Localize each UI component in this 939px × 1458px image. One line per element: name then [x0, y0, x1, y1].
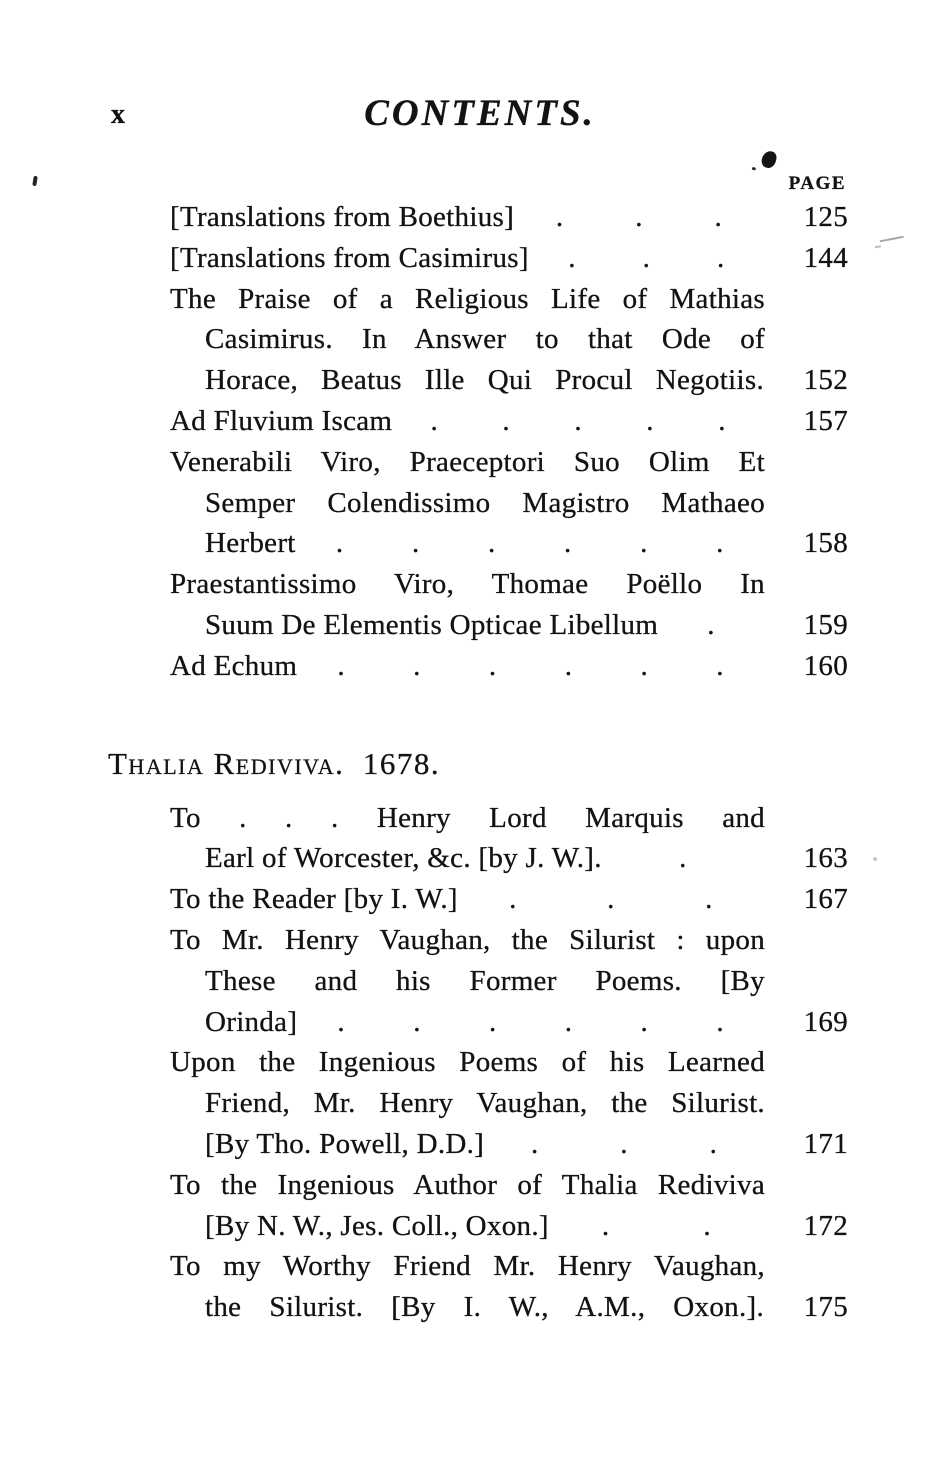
entry-title: To the Reader [by I. W.] — [170, 883, 458, 916]
toc-entry-line: The Praise of a Religious Life of Mathias — [170, 282, 765, 315]
leader-dot: . — [707, 608, 715, 641]
toc-entry-line — [170, 1206, 848, 1247]
entry-page-number: 152 — [803, 364, 848, 397]
entry-page-number: 163 — [803, 842, 848, 875]
page-column-header: PAGE — [788, 173, 846, 194]
leader-dots — [297, 646, 764, 687]
toc-entry-line — [170, 1124, 848, 1165]
leader-dot: . — [718, 404, 726, 437]
leader-dot: . — [709, 1127, 718, 1160]
leader-dot: . — [430, 404, 439, 437]
leader-dots — [602, 838, 764, 879]
entry-title: Ad Fluvium Iscam — [170, 404, 393, 437]
toc-entry-line: Venerabili Viro, Praeceptori Suo Olim Et — [170, 445, 765, 478]
entry-title: [By N. W., Jes. Coll., Oxon.] — [205, 1209, 549, 1242]
leader-dots — [458, 879, 764, 920]
ink-blot — [760, 149, 778, 169]
leader-dot: . — [716, 1005, 724, 1038]
leader-dots — [392, 401, 764, 442]
page-title: CONTENTS. — [364, 93, 596, 134]
entry-page-number: 171 — [803, 1127, 848, 1160]
leader-dot: . — [411, 527, 420, 560]
entry-title: the Silurist. [By I. W., A.M., Oxon.]. — [205, 1291, 764, 1324]
leader-dots — [658, 605, 764, 646]
entry-page-number: 144 — [803, 241, 848, 274]
leader-dot: . — [640, 527, 648, 560]
entry-page-number: 175 — [803, 1291, 848, 1324]
toc-entry-line: Semper Colendissimo Magistro Mathaeo — [205, 486, 765, 519]
toc-entry-line: These and his Former Poems. [By — [205, 964, 765, 997]
leader-dot: . — [488, 527, 496, 560]
entry-title: [Translations from Boethius] — [170, 201, 515, 233]
leader-dot: . — [716, 527, 724, 560]
entry-page-number: 125 — [803, 201, 848, 233]
leader-dot: . — [716, 649, 724, 682]
leader-dots — [297, 1002, 764, 1043]
leader-dot: . — [642, 241, 651, 274]
entry-title: Earl of Worcester, &c. [by J. W.]. — [205, 842, 602, 875]
entry-page-number: 172 — [803, 1209, 848, 1242]
leader-dot: . — [574, 404, 582, 437]
entry-page-number: 159 — [803, 608, 848, 641]
leader-dot: . — [337, 649, 345, 682]
leader-dot: . — [568, 241, 576, 274]
leader-dot: . — [679, 842, 687, 875]
toc-entry-line — [170, 646, 848, 687]
toc-entry-line: Upon the Ingenious Poems of his Learned — [170, 1046, 765, 1079]
leader-dot: . — [635, 201, 643, 233]
leader-dot: . — [502, 404, 510, 437]
leader-dot: . — [555, 201, 564, 233]
toc-entry-line — [170, 523, 848, 564]
leader-dots — [484, 1124, 764, 1165]
toc-entry-line: Praestantissimo Viro, Thomae Poëllo In — [170, 568, 765, 601]
leader-dots — [529, 238, 764, 279]
leader-dots — [549, 1206, 764, 1247]
toc-entry-line — [170, 879, 848, 920]
entry-title: Herbert — [205, 527, 296, 560]
toc-entry-line — [170, 360, 848, 401]
folio-number: x — [111, 99, 125, 130]
entry-title: [By Tho. Powell, D.D.] — [205, 1127, 485, 1160]
leader-dot: . — [714, 201, 723, 233]
entry-title: Orinda] — [205, 1005, 298, 1038]
entry-page-number: 167 — [803, 883, 848, 916]
toc-entry-line — [170, 238, 848, 279]
leader-dot: . — [509, 883, 517, 916]
section-heading: Thalia Rediviva. 1678. — [108, 745, 441, 781]
entry-title: [Translations from Casimirus] — [170, 241, 529, 274]
leader-dot: . — [564, 1005, 573, 1038]
entry-page-number: 158 — [803, 527, 848, 560]
leader-dot: . — [488, 1005, 497, 1038]
leader-dot: . — [335, 527, 344, 560]
toc-entry-line — [170, 401, 848, 442]
toc-entry-line — [170, 197, 848, 238]
entry-page-number: 160 — [803, 649, 848, 682]
toc-entry-line — [170, 1002, 848, 1043]
leader-dot: . — [717, 241, 725, 274]
leader-dots — [514, 197, 764, 238]
leader-dot: . — [640, 649, 649, 682]
leader-dot: . — [564, 649, 573, 682]
leader-dot: . — [705, 883, 713, 916]
leader-dot: . — [337, 1005, 345, 1038]
leader-dot: . — [607, 883, 615, 916]
table-of-contents — [108, 197, 848, 1328]
entry-title: Horace, Beatus Ille Qui Procul Negotiis. — [205, 364, 764, 397]
toc-entry-line — [170, 838, 848, 879]
leader-dot: . — [488, 649, 497, 682]
toc-entry-line: Casimirus. In Answer to that Ode of — [205, 323, 765, 356]
toc-entry-line: To . . . Henry Lord Marquis and — [170, 801, 765, 834]
leader-dot: . — [646, 404, 654, 437]
leader-dot: . — [601, 1209, 610, 1242]
entry-title: Suum De Elementis Opticae Libellum — [205, 608, 659, 641]
leader-dot: . — [531, 1127, 539, 1160]
toc-entry-line: To the Ingenious Author of Thalia Rediviva — [170, 1168, 765, 1201]
toc-entry-line: To Mr. Henry Vaughan, the Silurist : upon — [170, 923, 765, 956]
dot-speck — [873, 857, 877, 861]
toc-entry-line — [170, 605, 848, 646]
entry-page-number: 169 — [803, 1005, 848, 1038]
leader-dot: . — [564, 527, 572, 560]
entry-title: Ad Echum — [170, 649, 298, 682]
leader-dot: . — [640, 1005, 649, 1038]
leader-dot: . — [703, 1209, 711, 1242]
scratch-mark — [880, 236, 905, 245]
leader-dot: . — [620, 1127, 628, 1160]
leader-dot: . — [413, 1005, 421, 1038]
toc-entry-line — [170, 1287, 848, 1328]
margin-speck — [32, 176, 38, 187]
leader-dot: . — [413, 649, 421, 682]
toc-entry-line: Friend, Mr. Henry Vaughan, the Silurist. — [205, 1087, 765, 1120]
entry-page-number: 157 — [803, 404, 848, 437]
toc-entry-line: To my Worthy Friend Mr. Henry Vaughan, — [170, 1250, 765, 1283]
leader-dots — [296, 523, 764, 564]
